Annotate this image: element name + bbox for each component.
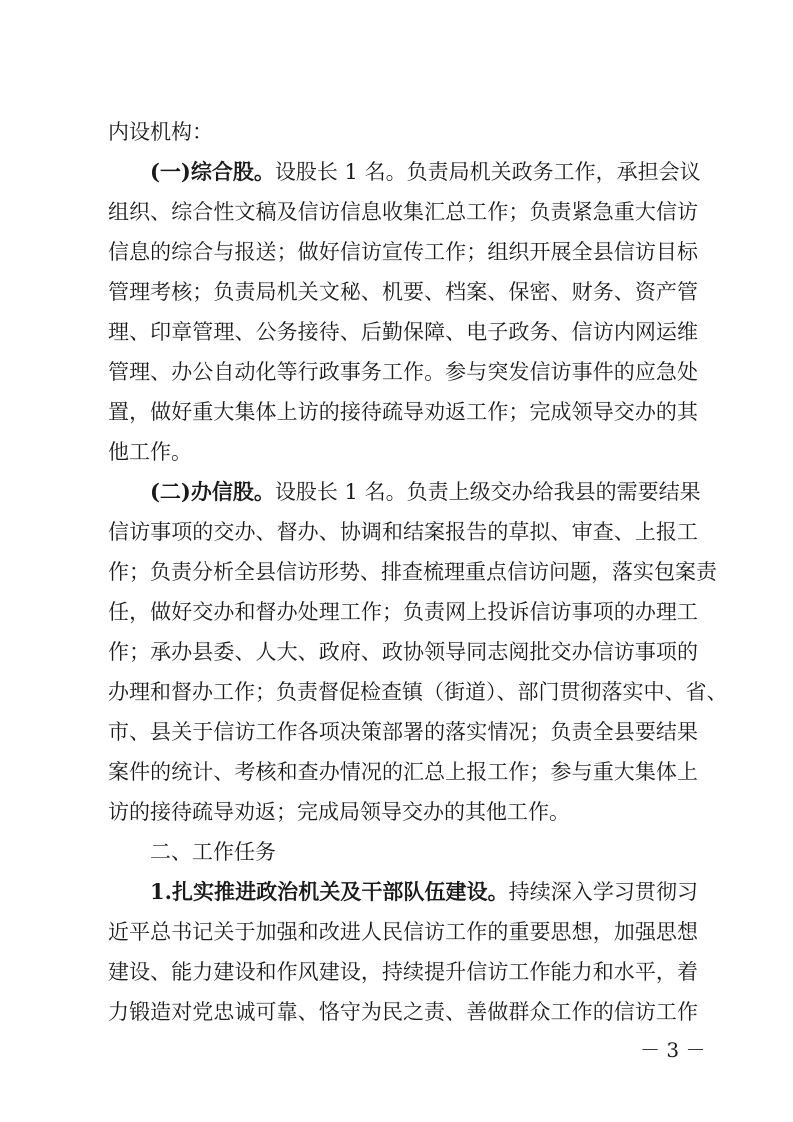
line-text: 设股长 1 名。负责局机关政务工作，承担会议 — [274, 160, 701, 184]
text-line — [150, 152, 701, 192]
text-line — [108, 632, 698, 672]
text-line — [108, 352, 698, 392]
line-text: 理、印章管理、公务接待、后勤保障、电子政务、信访内网运维 — [108, 320, 698, 344]
line-text: 作；负责分析全县信访形势、排查梳理重点信访问题，落实包案责 — [108, 560, 717, 584]
line-text: 信息的综合与报送；做好信访宣传工作；组织开展全县信访目标 — [108, 240, 698, 264]
line-text: 二、工作任务 — [150, 840, 276, 864]
text-line — [150, 472, 701, 512]
section-heading: (二)办信股。 — [150, 479, 275, 504]
line-text: 管理、办公自动化等行政事务工作。参与突发信访事件的应急处 — [108, 360, 698, 384]
section-title — [150, 832, 698, 872]
text-line — [108, 192, 698, 232]
line-text: 访的接待疏导劝返；完成局领导交办的其他工作。 — [108, 800, 570, 824]
text-line — [108, 592, 698, 632]
text-line — [108, 552, 717, 592]
line-text: 持续深入学习贯彻习 — [508, 880, 699, 904]
line-text: 他工作。 — [108, 440, 192, 464]
line-text: 力锻造对党忠诚可靠、恪守为民之责、善做群众工作的信访工作 — [108, 1000, 698, 1024]
text-line — [108, 752, 698, 792]
line-text: 市、县关于信访工作各项决策部署的落实情况；负责全县要结果 — [108, 720, 698, 744]
text-line — [108, 952, 698, 992]
line-text: 设股长 1 名。负责上级交办给我县的需要结果 — [274, 480, 701, 504]
text-line — [108, 912, 698, 952]
line-text: 内设机构： — [108, 120, 213, 144]
line-text: 案件的统计、考核和查办情况的汇总上报工作；参与重大集体上 — [108, 760, 698, 784]
line-text: 建设、能力建设和作风建设，持续提升信访工作能力和水平，着 — [108, 960, 698, 984]
text-line — [108, 112, 698, 152]
text-line — [108, 992, 698, 1032]
text-line — [108, 232, 698, 272]
text-line — [108, 512, 698, 552]
line-text: 置，做好重大集体上访的接待疏导劝返工作；完成领导交办的其 — [108, 400, 698, 424]
line-text: 办理和督办工作；负责督促检查镇（街道）、部门贯彻落实中、省、 — [108, 680, 728, 704]
text-line — [108, 272, 698, 312]
text-line — [108, 392, 698, 432]
line-text: 组织、综合性文稿及信访信息收集汇总工作；负责紧急重大信访 — [108, 200, 698, 224]
text-line — [108, 712, 698, 752]
text-line — [150, 872, 698, 912]
text-line — [108, 672, 728, 712]
line-text: 任，做好交办和督办处理工作；负责网上投诉信访事项的办理工 — [108, 600, 698, 624]
text-line — [108, 312, 698, 352]
line-text: 作；承办县委、人大、政府、政协领导同志阅批交办信访事项的 — [108, 640, 698, 664]
line-text: 近平总书记关于加强和改进人民信访工作的重要思想，加强思想 — [108, 920, 698, 944]
line-text: 管理考核；负责局机关文秘、机要、档案、保密、财务、资产管 — [108, 280, 698, 304]
section-heading: 1.扎实推进政治机关及干部队伍建设。 — [150, 879, 509, 904]
text-line — [108, 432, 698, 472]
text-line — [108, 792, 698, 832]
section-heading: (一)综合股。 — [150, 159, 275, 184]
page-number: － 3 － — [640, 1038, 706, 1062]
line-text: 信访事项的交办、督办、协调和结案报告的草拟、审查、上报工 — [108, 520, 698, 544]
